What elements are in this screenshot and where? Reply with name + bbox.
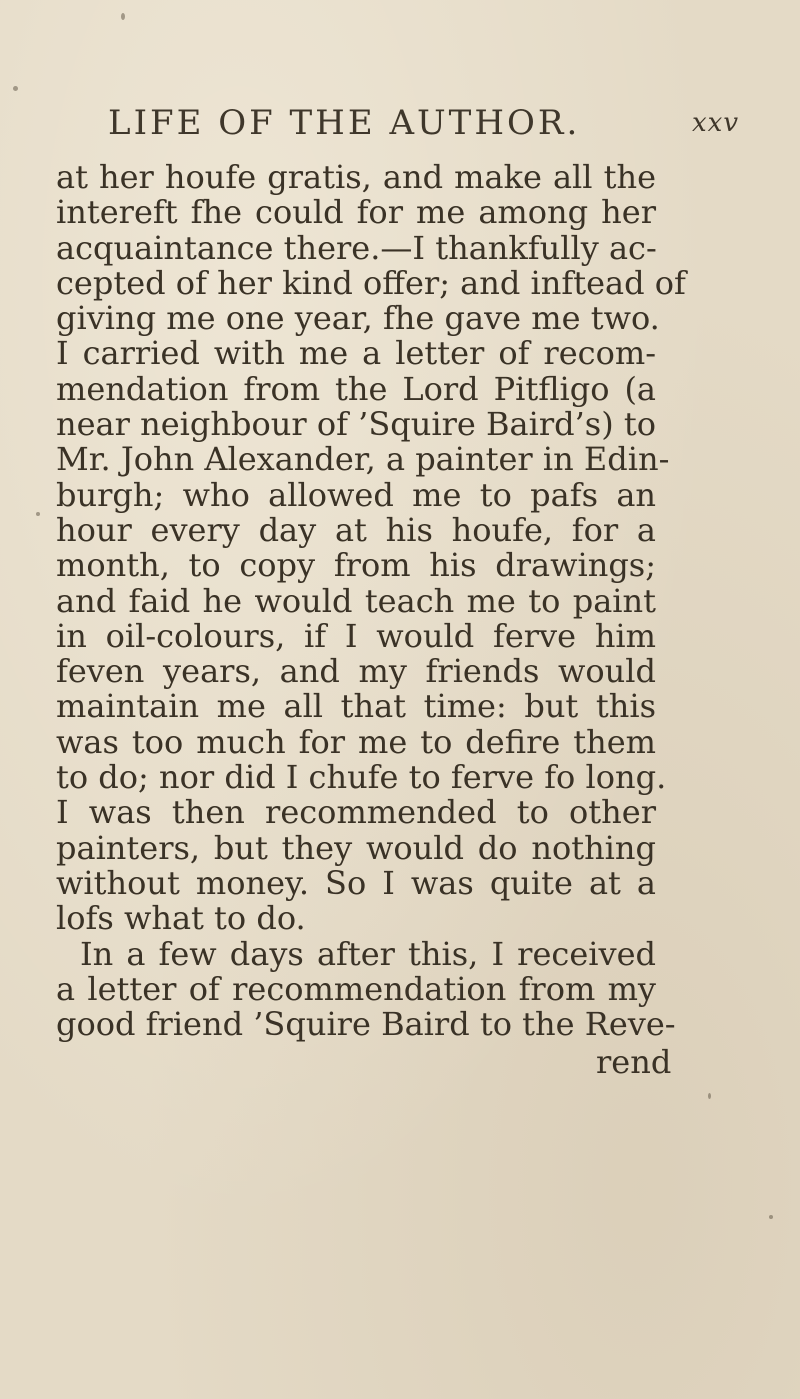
paper-speck <box>708 1093 711 1099</box>
text-line: at her houfe gratis, and make all the <box>56 158 656 196</box>
text-line: to do; nor did I chufe to ferve fo long. <box>56 758 667 797</box>
text-line: I carried with me a letter of recom- <box>56 334 656 373</box>
text-line: near neighbour of ’Squire Baird’s) to <box>56 405 656 444</box>
text-line: painters, but they would do nothing <box>56 828 656 867</box>
text-line: intereft fhe could for me among her <box>56 193 656 232</box>
text-line: I was then recommended to other <box>56 793 656 832</box>
text-line: cepted of her kind offer; and inftead of <box>56 263 686 302</box>
text-line: and faid he would teach me to paint <box>56 581 656 620</box>
text-line: good friend ’Squire Baird to the Reve- <box>56 1005 676 1044</box>
text-line: month, to copy from his drawings; <box>56 546 656 585</box>
page-number: xxv <box>692 108 740 138</box>
paper-speck <box>13 86 18 91</box>
text-line: a letter of recommendation from my <box>56 969 656 1008</box>
paper-speck <box>121 13 125 20</box>
text-line: burgh; who allowed me to pafs an <box>56 475 656 514</box>
text-line: giving me one year, fhe gave me two. <box>56 299 660 338</box>
paper-speck <box>769 1215 773 1219</box>
text-line: acquaintance there.—I thankfully ac- <box>56 228 657 267</box>
text-line: without money. So I was quite at a <box>56 863 656 902</box>
text-line: In a few days after this, I received <box>80 934 656 973</box>
text-line: hour every day at his houfe, for a <box>56 510 656 549</box>
text-line: Mr. John Alexander, a painter in Edin- <box>56 440 670 479</box>
body-text <box>56 158 686 1044</box>
text-line: in oil-colours, if I would ferve him <box>56 616 656 655</box>
paper-speck <box>36 512 40 516</box>
catchword: rend <box>596 1043 672 1081</box>
text-line: was too much for me to defire them <box>56 722 656 761</box>
text-line: mendation from the Lord Pitfligo (a <box>56 369 656 408</box>
text-line: maintain me all that time: but this <box>56 687 656 726</box>
text-line: feven years, and my friends would <box>56 652 656 691</box>
running-title: LIFE OF THE AUTHOR. <box>108 103 581 143</box>
text-line: lofs what to do. <box>56 899 306 938</box>
